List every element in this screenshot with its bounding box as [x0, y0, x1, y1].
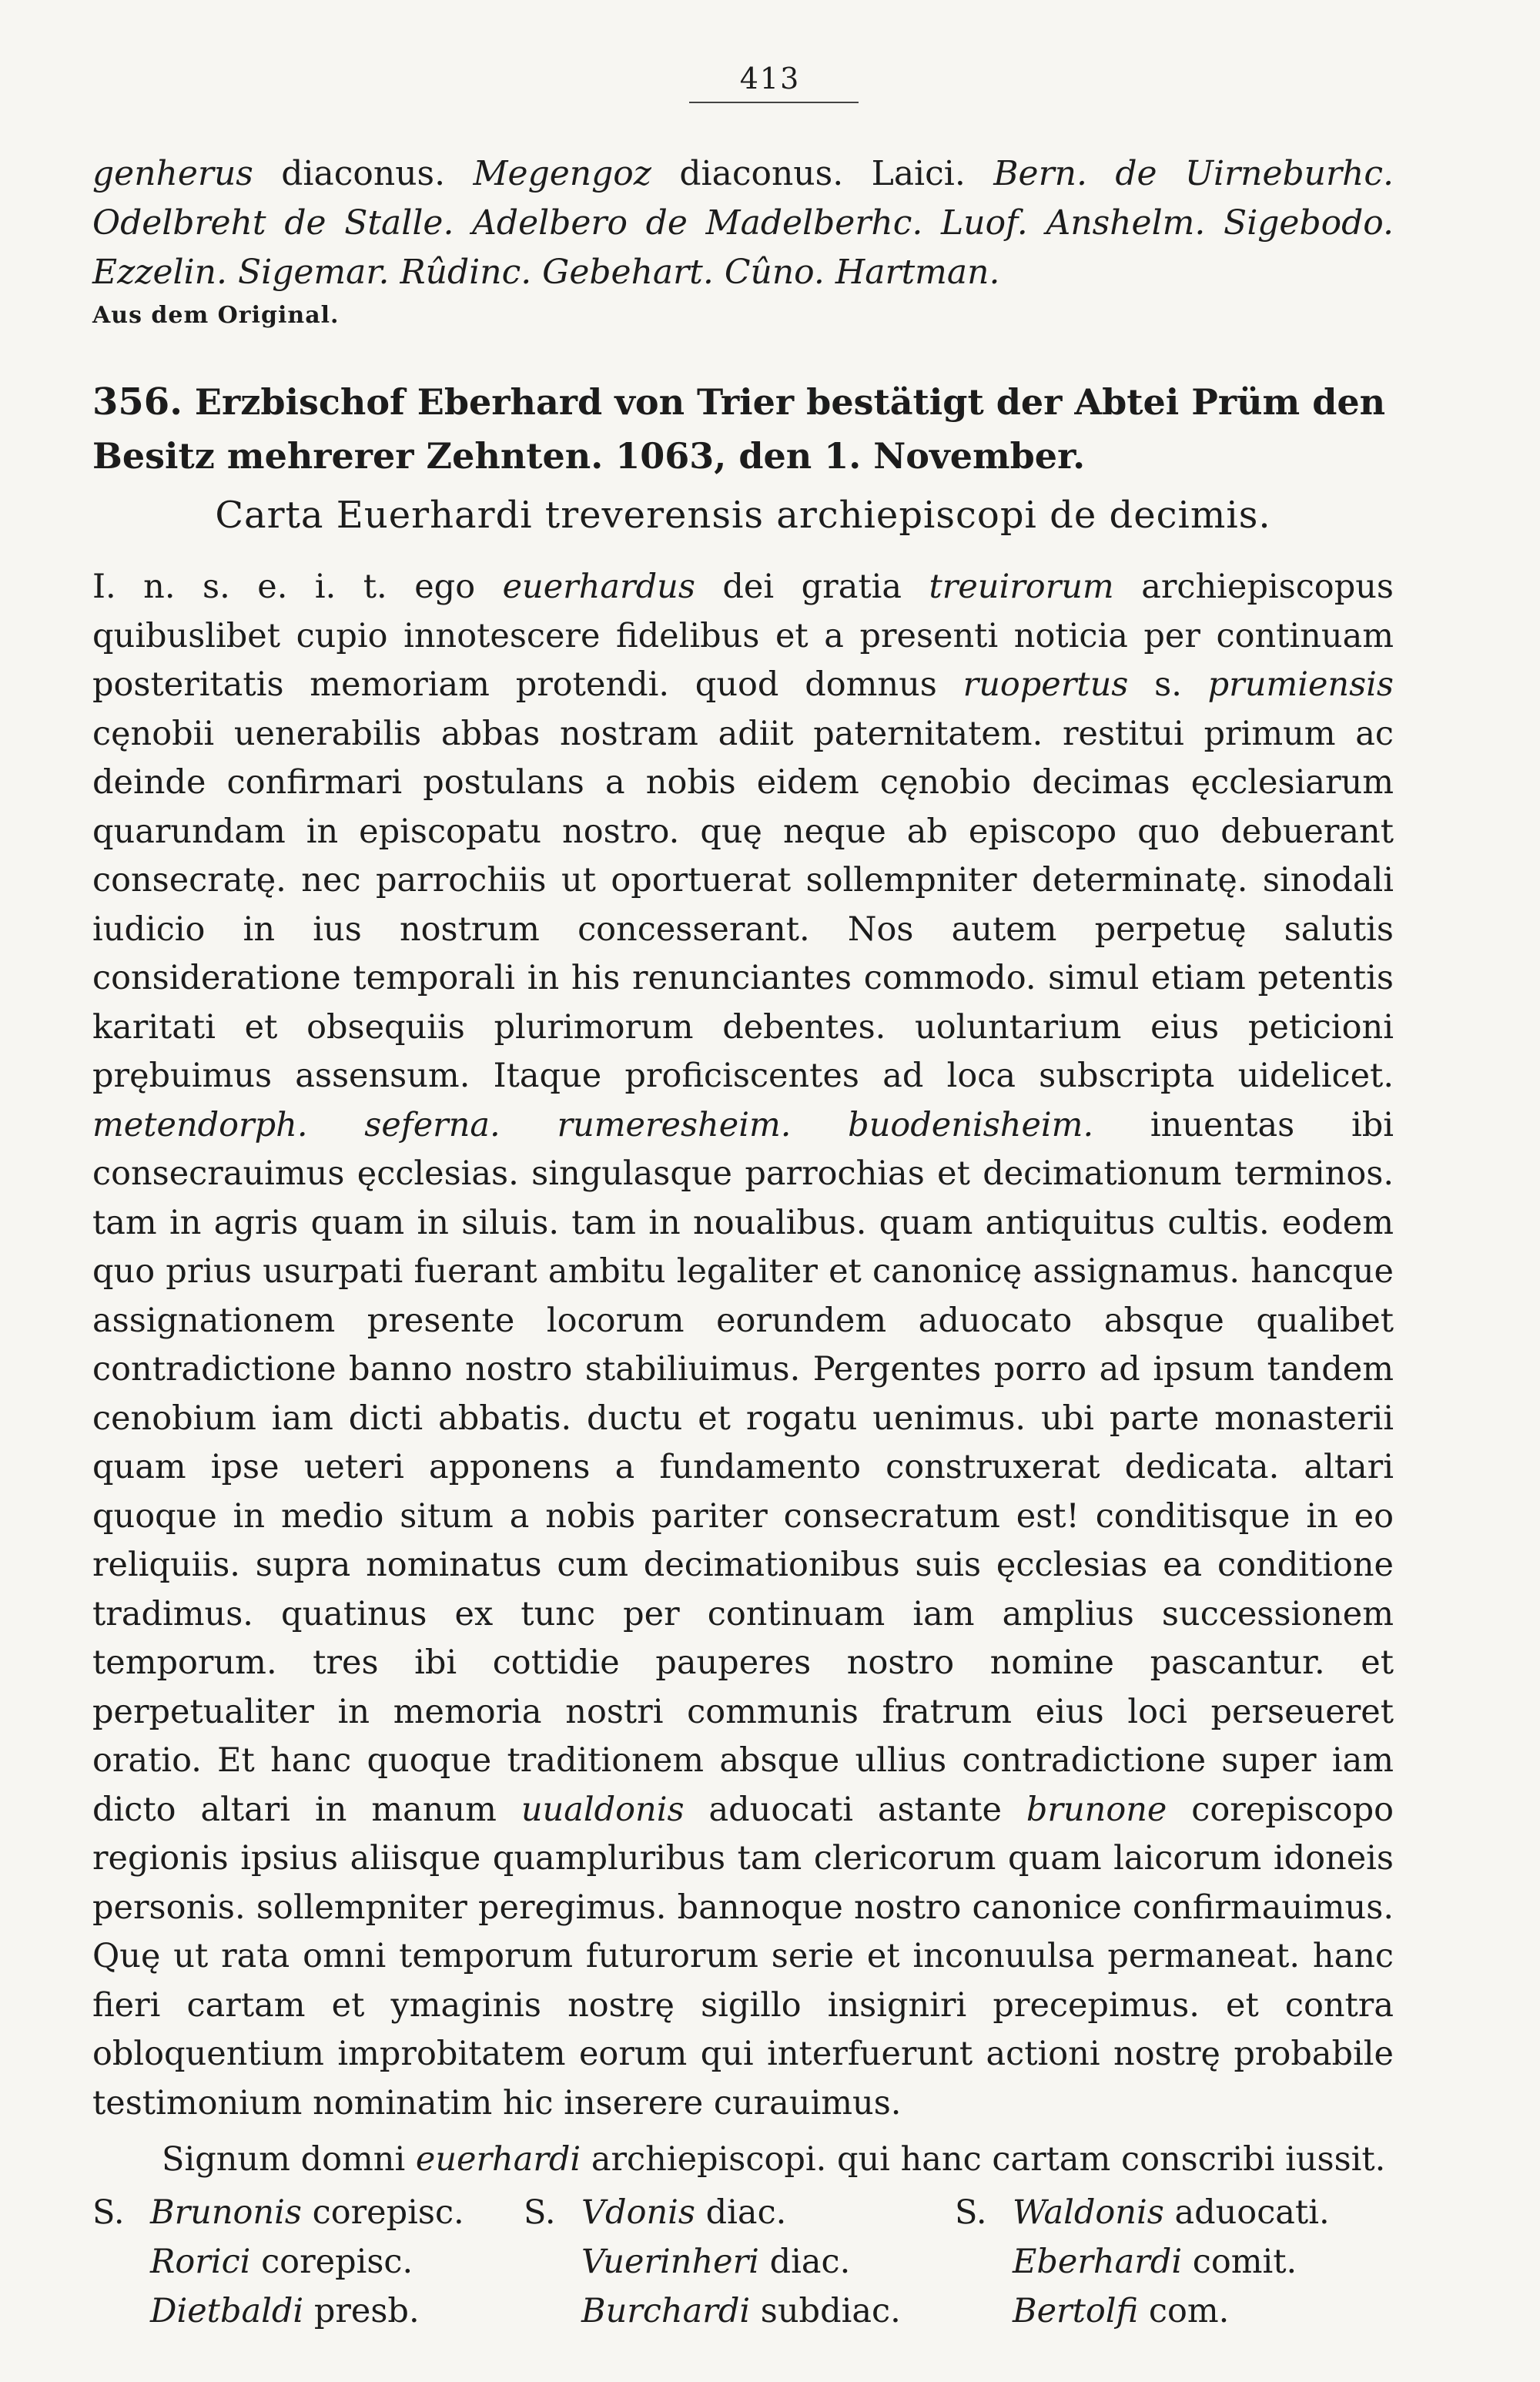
signum-prefix: S. — [955, 2193, 987, 2232]
witness-name: Dietbaldi — [150, 2291, 304, 2330]
subscription-entry — [955, 2188, 1386, 2237]
witness-role: diac. — [705, 2193, 787, 2232]
page-number-rule — [689, 102, 859, 103]
witness-role: subdiac. — [760, 2291, 901, 2330]
signum-prefix: S. — [524, 2193, 556, 2232]
subscription-entry — [524, 2287, 955, 2336]
witness-name: Eberhardi — [1013, 2242, 1183, 2281]
body-run: cęnobii uenerabilis abbas nostram adiit paternitatem. restitui primum ac deinde confirmari postulans a nobis eidem cęnobio decimas ęcclesiarum quarundam in episcopatu nostro. quę neque ab episcopo quo debuerant consecratę. nec parrochiis ut oportuerat sollempniter determinatę. sinodali iudicio in ius nostrum concesserant. Nos autem perpetuę salutis consideratione temporali in his renunciantes commodo. simul etiam petentis karitati et obsequiis plurimorum debentes. uoluntarium eius peticioni prębuimus assensum. Itaque proficiscentes ad loca subscripta uidelicet. — [92, 714, 1394, 1095]
signum-line — [92, 2136, 1394, 2185]
subscription-entry — [92, 2188, 524, 2237]
signum-run: Signum domni — [162, 2140, 416, 2179]
witness-role: corepisc. — [312, 2193, 464, 2232]
witness-name: Vuerinheri — [581, 2242, 759, 2281]
document-heading — [92, 375, 1394, 483]
charter-body — [92, 563, 1394, 2128]
subscription-entry — [524, 2188, 955, 2237]
witness-run: diaconus. Laici. — [651, 154, 994, 193]
document-page — [92, 46, 1394, 2336]
subscription-entry — [92, 2237, 524, 2287]
subscriptions-block — [92, 2188, 1394, 2336]
witness-list — [92, 149, 1394, 297]
signum-run: euerhardi — [415, 2140, 581, 2179]
body-run: metendorph. seferna. rumeresheim. buodenisheim. — [92, 1105, 1094, 1144]
witness-role: aduocati. — [1174, 2193, 1330, 2232]
german-title: Erzbischof Eberhard von Trier bestätigt der Abtei Prüm den Besitz mehrerer Zehnten. 1063, den 1. November. — [92, 381, 1386, 477]
subscription-entry — [955, 2237, 1386, 2287]
source-note: Aus dem Original. — [92, 302, 340, 329]
body-run: s. — [1128, 665, 1208, 704]
body-run: inuentas ibi consecrauimus ęcclesias. singulasque parrochias et decimationum terminos. tam in agris quam in siluis. tam in noualibus. quam antiquitus cultis. eodem quo prius usurpati fuerant ambitu legaliter et canonicę assignamus. hancque assignationem presente locorum eorundem aduocato absque qualibet contradictione banno nostro stabiliuimus. Pergentes porro ad ipsum tandem cenobium iam dicti abbatis. ductu et rogatu uenimus. ubi parte monasterii quam ipse ueteri apponens a fundamento construxerat dedicata. altari quoque in medio situm a nobis pariter consecratum est! conditisque in eo reliquiis. supra nominatus cum decimationibus suis ęcclesias ea conditione tradimus. quatinus ex tunc per continuam iam amplius successionem temporum. tres ibi cottidie pauperes nostro nomine pascantur. et perpetualiter in memoria nostri communis fratrum eius loci perseueret oratio. Et hanc quoque traditionem absque ullius contradictione super iam dicto altari in manum — [92, 1105, 1394, 1829]
witness-role: presb. — [313, 2291, 420, 2330]
subscription-entry — [92, 2287, 524, 2336]
document-number: 356. — [92, 380, 182, 424]
witness-role: diac. — [769, 2242, 851, 2281]
body-run: treuirorum — [929, 568, 1114, 606]
body-run: prumiensis — [1207, 665, 1394, 704]
witness-run: genherus — [92, 154, 253, 193]
witness-role: com. — [1148, 2291, 1230, 2330]
body-run: archiepiscopus quibuslibet cupio innotescere fidelibus et a presenti noticia per continuam posteritatis memoriam protendi. quod domnus — [92, 568, 1394, 704]
body-run: brunone — [1026, 1790, 1167, 1829]
body-run: euerhardus — [502, 568, 695, 606]
signum-run: archiepiscopi. qui hanc cartam conscribi iussit. — [581, 2140, 1386, 2179]
body-run: corepiscopo regionis ipsius aliisque quampluribus tam clericorum quam laicorum idoneis personis. sollempniter peregimus. bannoque nostro canonice confirmauimus. Quę ut rata omni temporum futurorum serie et inconuulsa permaneat. hanc fieri cartam et ymaginis nostrę sigillo insigniri precepimus. et contra obloquentium improbitatem eorum qui interfuerunt actioni nostrę probabile testimonium nominatim hic inserere curauimus. — [92, 1790, 1394, 2122]
witness-name: Burchardi — [581, 2291, 751, 2330]
witness-name: Bertolfi — [1013, 2291, 1139, 2330]
body-run: I. n. s. e. i. t. ego — [92, 568, 503, 606]
subscription-entry — [955, 2287, 1386, 2336]
witness-run: Megengoz — [473, 154, 651, 193]
witness-role: comit. — [1192, 2242, 1297, 2281]
body-run: dei gratia — [695, 568, 929, 606]
page-number: 413 — [739, 62, 801, 95]
body-run: uualdonis — [521, 1790, 685, 1829]
latin-title: Carta Euerhardi treverensis archiepiscopi de decimis. — [215, 494, 1271, 537]
subscription-entry — [524, 2237, 955, 2287]
witness-name: Waldonis — [1013, 2193, 1164, 2232]
body-run: aduocati astante — [684, 1790, 1026, 1829]
witness-name: Rorici — [150, 2242, 251, 2281]
witness-name: Brunonis — [150, 2193, 302, 2232]
signum-prefix: S. — [92, 2193, 125, 2232]
body-run: ruopertus — [962, 665, 1129, 704]
witness-role: corepisc. — [261, 2242, 413, 2281]
witness-name: Vdonis — [581, 2193, 695, 2232]
witness-run: Bern. de Uirneburhc. Odelbreht de Stalle. Adelbero de Madelberhc. Luof. Anshelm. Sigebodo. Ezzelin. Sigemar. Rûdinc. Gebehart. Cûno. Hartman. — [92, 154, 1394, 292]
witness-run: diaconus. — [253, 154, 474, 193]
